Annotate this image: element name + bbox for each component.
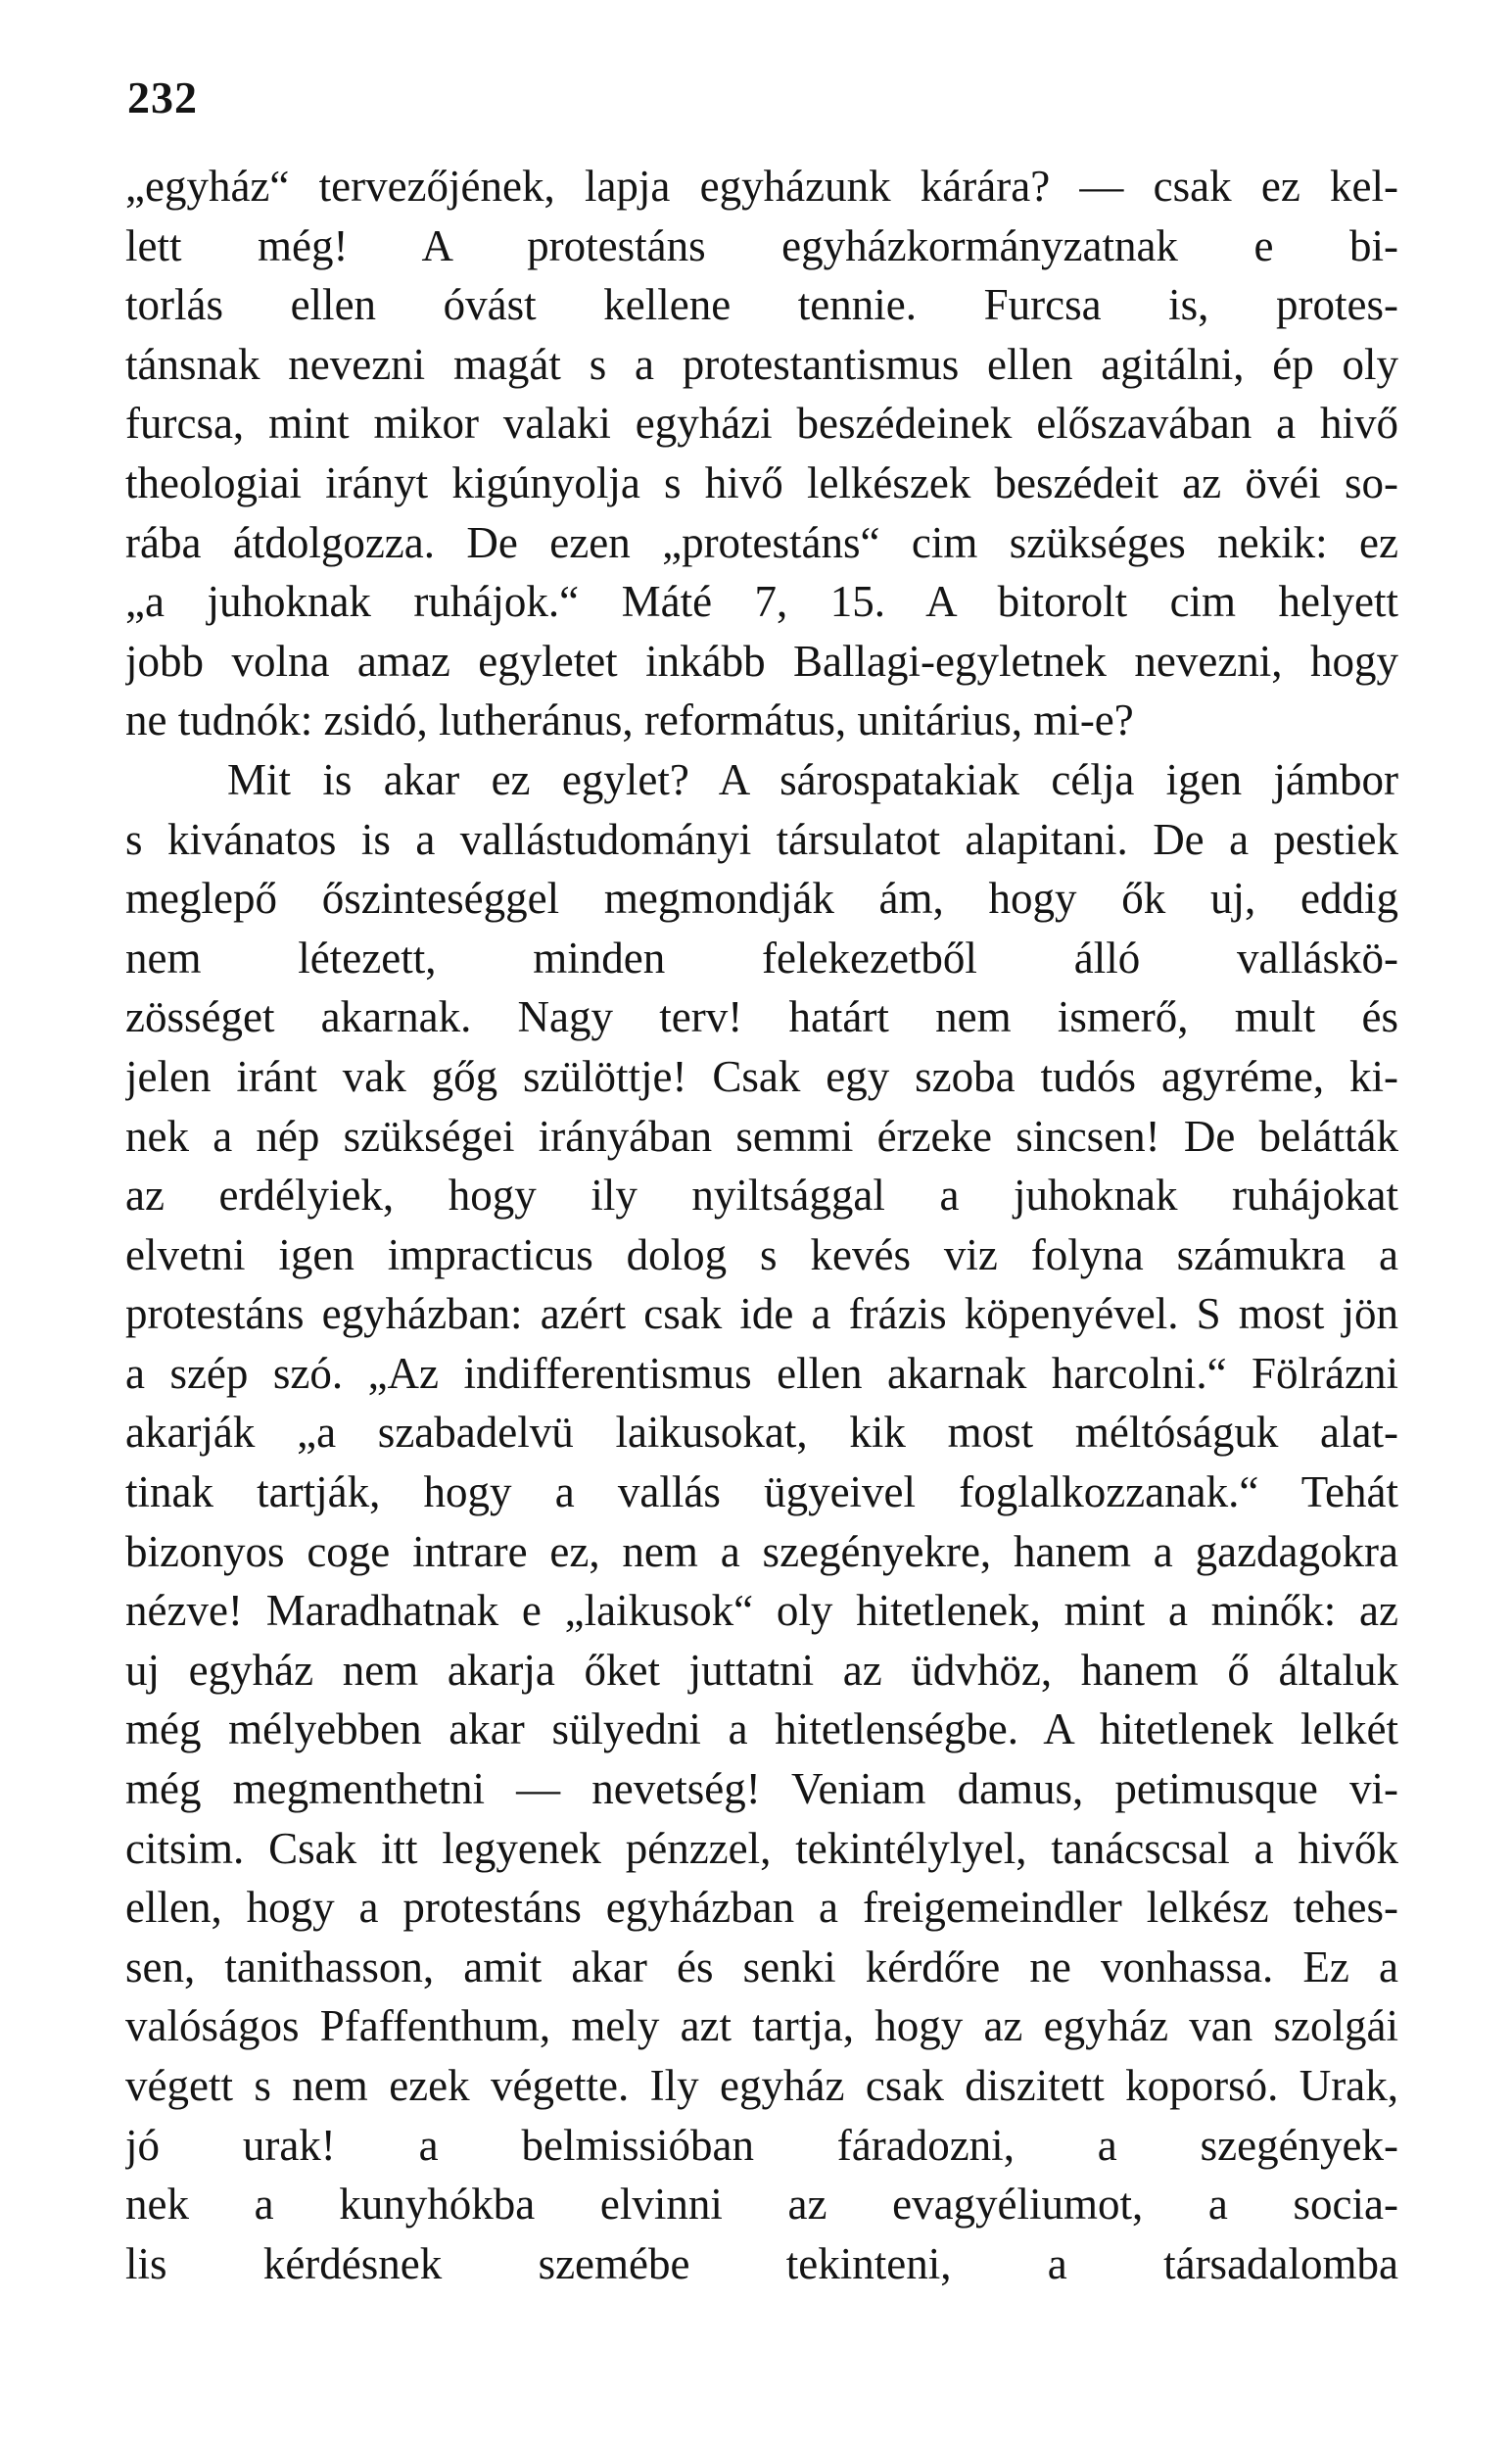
text-line: elvetni igen impracticus dolog s kevés viz folyna számukra a (125, 1229, 1398, 1279)
text-line: még megmenthetni — nevetség! Veniam damus, petimusque vi- (125, 1764, 1398, 1814)
paragraph-start-line: Mit is akar ez egylet? A sárospatakiak célja igen jámbor (227, 754, 1398, 804)
text-line: tánsnak nevezni magát s a protestantismus ellen agitálni, ép oly (125, 339, 1398, 389)
text-line: nek a kunyhókba elvinni az evagyéliumot, a socia- (125, 2180, 1398, 2230)
text-line: „egyház“ tervezőjének, lapja egyházunk kárára? — csak ez kel- (125, 162, 1398, 211)
text-line: lis kérdésnek szemébe tekinteni, a társadalomba (125, 2238, 1398, 2288)
text-line: akarják „a szabadelvü laikusokat, kik most méltóságuk alat- (125, 1408, 1398, 1458)
text-line: jobb volna amaz egyletet inkább Ballagi-egyletnek nevezni, hogy (125, 636, 1398, 686)
text-line: nek a nép szükségei irányában semmi érzeke sincsen! De belátták (125, 1111, 1398, 1161)
text-line: citsim. Csak itt legyenek pénzzel, tekintélylyel, tanácscsal a hivők (125, 1823, 1398, 1873)
page-number: 232 (127, 72, 198, 122)
text-line: rába átdolgozza. De ezen „protestáns“ cim szükséges nekik: ez (125, 517, 1398, 567)
text-line: még mélyebben akar sülyedni a hitetlenségbe. A hitetlenek lelkét (125, 1704, 1398, 1754)
text-line: tinak tartják, hogy a vallás ügyeivel foglalkozzanak.“ Tehát (125, 1467, 1398, 1517)
text-line: protestáns egyházban: azért csak ide a frázis köpenyével. S most jön (125, 1289, 1398, 1339)
text-line: torlás ellen óvást kellene tennie. Furcsa is, protes- (125, 280, 1398, 330)
text-line: végett s nem ezek végette. Ily egyház csak diszitett koporsó. Urak, (125, 2061, 1398, 2110)
text-line: nézve! Maradhatnak e „laikusok“ oly hitetlenek, mint a minők: az (125, 1586, 1398, 1636)
text-line: valóságos Pfaffenthum, mely azt tartja, hogy az egyház van szolgái (125, 2001, 1398, 2051)
text-line: az erdélyiek, hogy ily nyiltsággal a juhoknak ruhájokat (125, 1171, 1398, 1221)
text-line: „a juhoknak ruhájok.“ Máté 7, 15. A bitorolt cim helyett (125, 577, 1398, 627)
text-line: furcsa, mint mikor valaki egyházi beszédeinek előszavában a hivő (125, 399, 1398, 449)
text-line: a szép szó. „Az indifferentismus ellen akarnak harcolni.“ Fölrázni (125, 1348, 1398, 1398)
text-line: ellen, hogy a protestáns egyházban a freigemeindler lelkész tehes- (125, 1883, 1398, 1933)
text-line: lett még! A protestáns egyházkormányzatnak e bi- (125, 220, 1398, 270)
body-text (125, 157, 1398, 2293)
text-line: bizonyos coge intrare ez, nem a szegényekre, hanem a gazdagokra (125, 1526, 1398, 1576)
paragraph-end-line: ne tudnók: zsidó, lutheránus, református, unitárius, mi-e? (125, 695, 1134, 745)
text-line: meglepő őszinteséggel megmondják ám, hogy ők uj, eddig (125, 874, 1398, 924)
text-line: theologiai irányt kigúnyolja s hivő lelkészek beszédeit az övéi so- (125, 457, 1398, 507)
text-line: nem létezett, minden felekezetből álló valláskö- (125, 933, 1398, 983)
text-line: zösséget akarnak. Nagy terv! határt nem ismerő, mult és (125, 992, 1398, 1042)
text-line: sen, tanithasson, amit akar és senki kérdőre ne vonhassa. Ez a (125, 1942, 1398, 1991)
text-line: jó urak! a belmissióban fáradozni, a szegények- (125, 2120, 1398, 2170)
text-line: jelen iránt vak gőg szülöttje! Csak egy szoba tudós agyréme, ki- (125, 1051, 1398, 1101)
text-line: uj egyház nem akarja őket juttatni az üdvhöz, hanem ő általuk (125, 1645, 1398, 1695)
text-line: s kivánatos is a vallástudományi társulatot alapitani. De a pestiek (125, 814, 1398, 864)
